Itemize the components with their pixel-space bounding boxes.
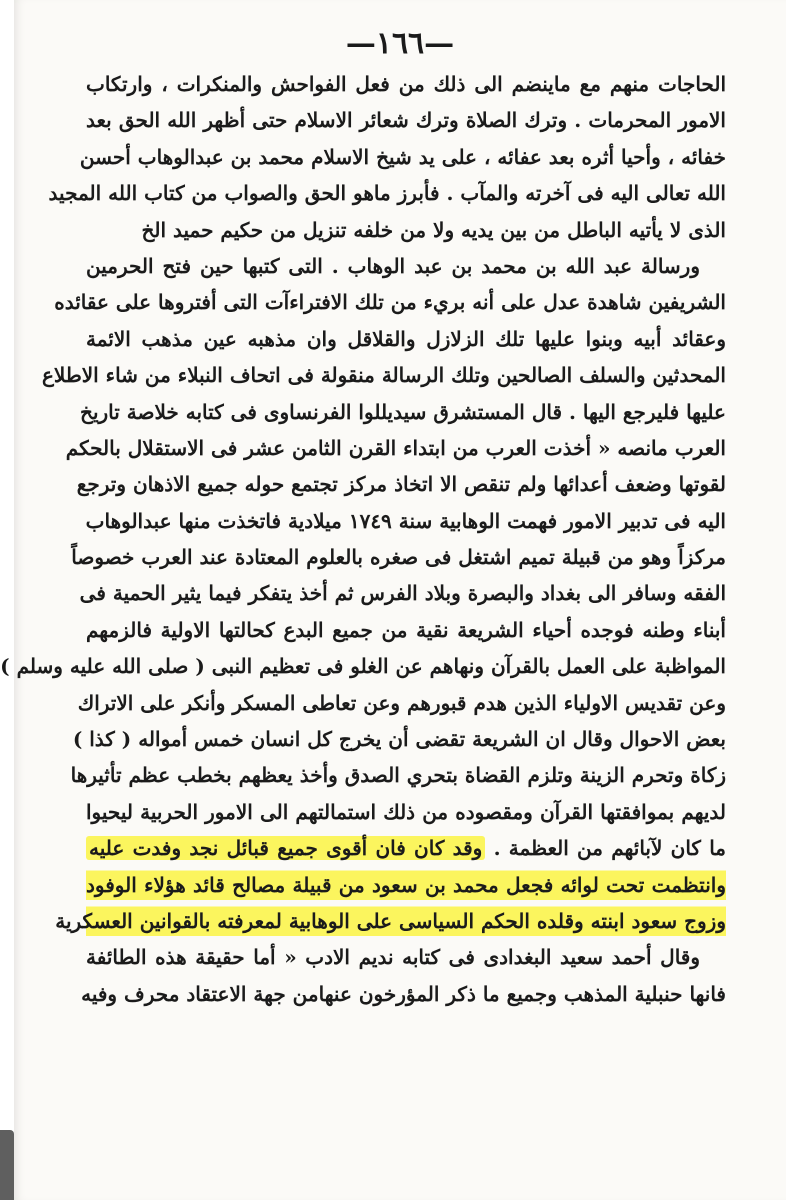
text-line-18: وعن تقديس الاولياء الذين هدم قبورهم وعن تعاطى المسكر وأنكر على الاتراك [77, 690, 726, 715]
text-line-3: خفائه ، وأحيا أثره بعد عفائه ، على يد شيخ الاسلام محمد بن عبدالوهاب أحسن [79, 144, 726, 169]
text-line-11: العرب مانصه « أخذت العرب من ابتداء القرن الثامن عشر فى الاستقلال بالحكم [65, 435, 726, 460]
text-line-26: فانها حنبلية المذهب وجميع ما ذكر المؤرخون عنهامن جهة الاعتقاد محرف وفيه [81, 981, 726, 1006]
text-line-13: اليه فى تدبير الامور فهمت الوهابية سنة ١٧٤٩ ميلادية فاتخذت منها عبدالوهاب [85, 508, 726, 533]
text-line-22: ما كان لآبائهم من العظمة . وقد كان فان أقوى جميع قبائل نجد وفدت عليه [86, 830, 726, 866]
text-line-20: زكاة وتحرم الزينة وتلزم القضاة بتحري الصدق وأخذ يعظهم بخطب عظم تأثيرها [70, 763, 726, 788]
text-line-25: وقال أحمد سعيد البغدادى فى كتابه نديم الادب « أما حقيقة هذه الطائفة [86, 945, 700, 970]
text-line-6: ورسالة عبد الله بن محمد بن عبد الوهاب . التى كتبها حين فتح الحرمين [86, 253, 700, 278]
text-line-19: بعض الاحوال وقال ان الشريعة تقضى أن يخرج كل انسان خمس أمواله ( كذا ) [72, 727, 726, 752]
page-text [0, 66, 726, 1012]
text-line-17: المواظبة على العمل بالقرآن ونهاهم عن الغلو فى تعظيم النبى ( صلى الله عليه وسلم ) [0, 654, 726, 679]
text-line-16: أبناء وطنه فوجده أحياء الشريعة نقية من جميع البدع كحالتها الاولية فالزمهم [86, 617, 726, 642]
text-line-2: الامور المحرمات . وترك الصلاة وترك شعائر الاسلام حتى أظهر الله الحق بعد [86, 108, 726, 133]
page-number: —١٦٦— [345, 26, 455, 61]
text-line-5: الذى لا يأتيه الباطل من بين يديه ولا من خلفه تنزيل من حكيم حميد الخ [141, 217, 726, 242]
highlighted-text: وقد كان فان أقوى جميع قبائل نجد وفدت عليه [86, 836, 485, 860]
text-line-15: الفقه وسافر الى بغداد والبصرة وبلاد الفرس ثم أخذ يتفكر فيما يثير الحمية فى [79, 581, 726, 606]
text-line-10: عليها فليرجع اليها . قال المستشرق سيديللوا الفرنساوى فى كتابه خلاصة تاريخ [80, 399, 726, 424]
text-line-23-highlighted: وانتظمت تحت لوائه فجعل محمد بن سعود من قبيلة مصالح قائد هؤلاء الوفود [86, 867, 726, 903]
text-line-1: الحاجات منهم مع ماينضم الى ذلك من فعل الفواحش والمنكرات ، وارتكاب [86, 72, 726, 96]
text-line-8: وعقائد أبيه وبنوا عليها تلك الزلازل والقلاقل وان مذهبه عين مذهب الائمة [86, 326, 726, 351]
text-line-12: لقوتها وضعف أعدائها ولم تنقص الا اتخاذ مركز تجتمع حوله جميع الاذهان وترجع [76, 472, 726, 497]
text-line-14: مركزاً وهو من قبيلة تميم اشتغل فى صغره بالعلوم المعتادة عند العرب خصوصاً [71, 545, 726, 570]
text-line-24-highlighted: وزوج سعود ابنته وقلده الحكم السياسى على الوهابية لمعرفته بالقوانين العسكرية [86, 903, 726, 939]
photo-edge-shadow [0, 1130, 14, 1200]
text-line-21: لديهم بموافقتها القرآن ومقصوده من ذلك استمالتهم الى الامور الحربية ليحيوا [86, 799, 726, 824]
text-line-9: المحدثين والسلف الصالحين وتلك الرسالة منقولة فى اتحاف النبلاء من شاء الاطلاع [41, 363, 726, 388]
text-line-4: الله تعالى اليه فى آخرته والمآب . فأبرز ماهو الحق والصواب من كتاب الله المجيد [48, 181, 726, 206]
text-line-7: الشريفين شاهدة عدل على أنه بريء من تلك الافتراءآت التى أفتروها على عقائده [54, 290, 726, 315]
